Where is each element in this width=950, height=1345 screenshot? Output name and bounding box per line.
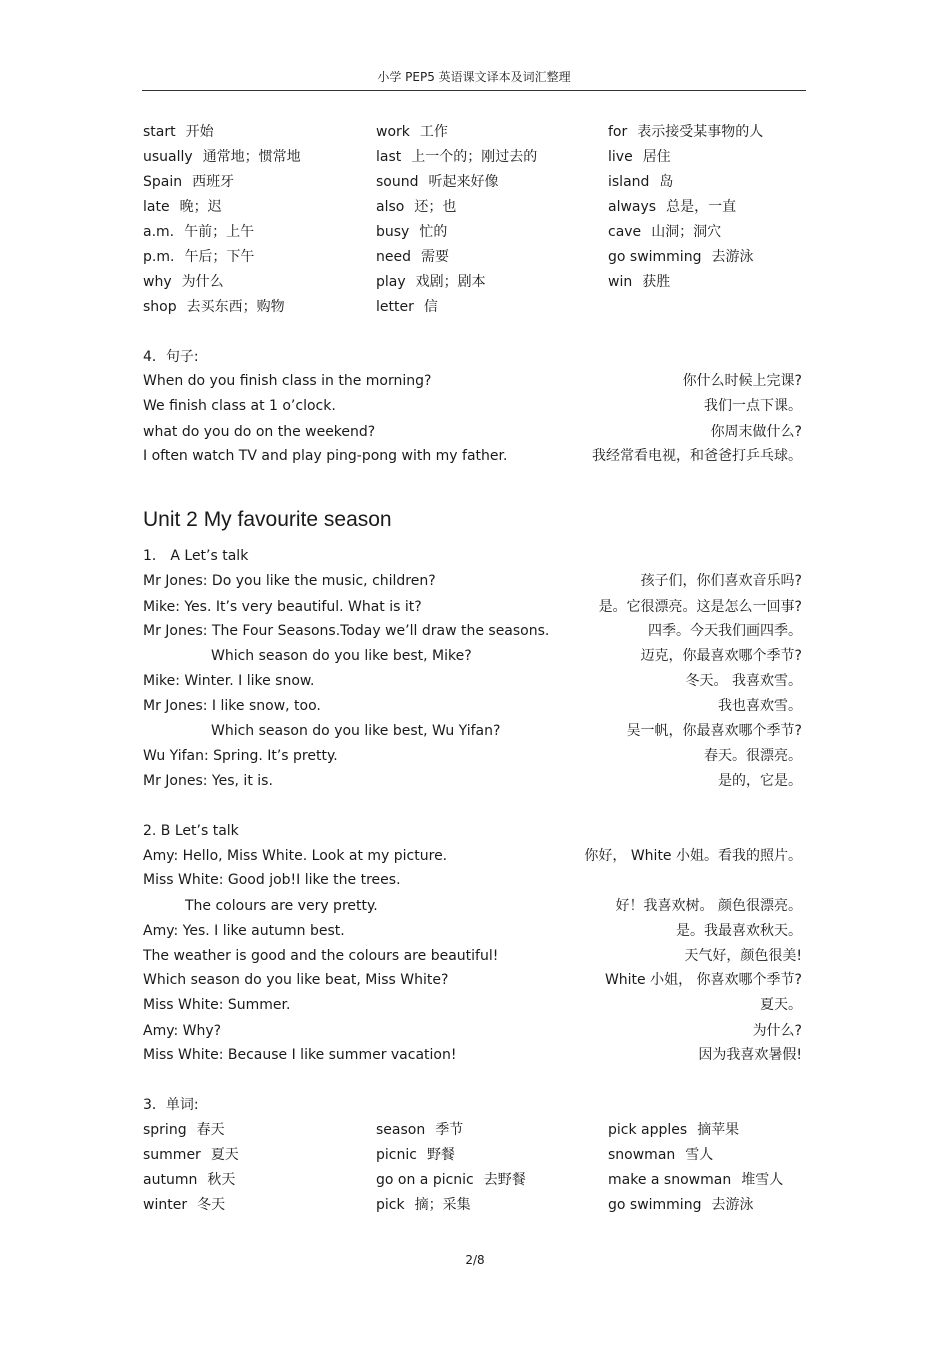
- vocab1-word: live: [608, 149, 633, 165]
- vocab2-word: winter: [143, 1197, 188, 1213]
- vocab1-meaning: 需要: [421, 249, 449, 265]
- vocab2-word: make a snowman: [608, 1172, 732, 1188]
- talk-a-line-chinese: 孩子们，你们喜欢音乐吗?: [640, 573, 802, 589]
- vocab2-meaning: 夏天: [210, 1147, 239, 1163]
- vocab1-meaning: 戏剧；剧本: [415, 274, 486, 290]
- vocab2-meaning: 摘；采集: [414, 1197, 471, 1213]
- vocab1-entry: [143, 173, 234, 191]
- talk-b-line-english: Miss White: Summer.: [143, 997, 291, 1013]
- page-number: 2/8: [465, 1253, 485, 1267]
- vocab1-word: win: [608, 274, 633, 290]
- vocab2-entry: [143, 1196, 225, 1214]
- talk-a-line-chinese: 春天。很漂亮。: [704, 748, 802, 764]
- vocab1-meaning: 开始: [185, 124, 214, 140]
- vocab1-meaning: 听起来好像: [428, 174, 499, 190]
- vocab1-entry: [376, 223, 447, 241]
- vocab2-word: summer: [143, 1147, 201, 1163]
- talk-b-line-chinese: 是。我最喜欢秋天。: [676, 923, 802, 939]
- vocab1-entry: [143, 273, 224, 291]
- vocab1-entry: [608, 173, 673, 191]
- talk-a-line-chinese: 是的，它是。: [718, 773, 802, 789]
- vocab2-meaning: 摘苹果: [697, 1122, 740, 1138]
- vocab2-meaning: 野餐: [426, 1147, 455, 1163]
- sentence-chinese: 你什么时候上完课?: [682, 373, 802, 389]
- vocab2-entry: [608, 1121, 739, 1139]
- vocab1-entry: [376, 173, 499, 191]
- vocab1-entry: [143, 148, 301, 166]
- vocab2-word: spring: [143, 1122, 187, 1138]
- talk-a-line-english: Mike: Yes. It’s very beautiful. What is it?: [143, 599, 422, 615]
- vocab1-word: why: [143, 274, 172, 290]
- talk-a-line-english: Mr Jones: The Four Seasons.Today we’ll draw the seasons.: [143, 623, 550, 639]
- vocab1-entry: [143, 223, 254, 241]
- vocab1-meaning: 表示接受某事物的人: [637, 124, 764, 140]
- talk-b-line-english: Amy: Hello, Miss White. Look at my picture.: [143, 848, 448, 864]
- talk-a-line-chinese: 四季。今天我们画四季。: [648, 623, 802, 639]
- vocab1-word: a.m.: [143, 224, 175, 240]
- vocab1-meaning: 获胜: [642, 274, 671, 290]
- vocab1-word: island: [608, 174, 650, 190]
- vocab2-meaning: 秋天: [207, 1172, 236, 1188]
- vocab2-word: picnic: [376, 1147, 417, 1163]
- talk-b-line-chinese: 好！我喜欢树。 颜色很漂亮。: [615, 898, 802, 914]
- vocab1-word: p.m.: [143, 249, 175, 265]
- vocab1-entry: [608, 198, 736, 216]
- sentence-chinese: 我经常看电视，和爸爸打乒乓球。: [592, 448, 802, 464]
- talk-b-line-chinese: 夏天。: [760, 997, 802, 1013]
- vocab1-meaning: 信: [423, 299, 438, 315]
- talk-b-line-english: Which season do you like beat, Miss White?: [143, 972, 449, 988]
- talk-a-line-english: Mr Jones: Do you like the music, children?: [143, 573, 436, 589]
- vocab1-meaning: 居住: [642, 149, 671, 165]
- vocab1-entry: [143, 298, 285, 316]
- vocab1-meaning: 通常地；惯常地: [202, 149, 301, 165]
- talk-a-line-english: Wu Yifan: Spring. It’s pretty.: [143, 748, 338, 764]
- vocab1-word: work: [376, 124, 410, 140]
- vocab2-meaning: 雪人: [685, 1147, 714, 1163]
- talk-b-line-english: The weather is good and the colours are beautiful!: [143, 948, 499, 964]
- talk-b-line-english: Amy: Yes. I like autumn best.: [143, 923, 345, 939]
- talk-a-line-chinese: 迈克，你最喜欢哪个季节?: [640, 648, 802, 664]
- talk-a-line-chinese: 冬天。 我喜欢雪。: [685, 673, 802, 689]
- vocab2-word: pick: [376, 1197, 405, 1213]
- vocab1-entry: [376, 248, 449, 266]
- vocab1-entry: [376, 123, 448, 141]
- talk-b-line-english: Miss White: Good job!I like the trees.: [143, 872, 401, 888]
- vocab1-meaning: 岛: [659, 174, 674, 190]
- vocab1-meaning: 去买东西；购物: [186, 299, 285, 315]
- sentence-chinese: 我们一点下课。: [704, 398, 802, 414]
- vocab1-meaning: 去游泳: [711, 249, 754, 265]
- vocab1-meaning: 总是，一直: [666, 199, 737, 215]
- vocab2-meaning: 去野餐: [483, 1172, 526, 1188]
- vocab1-entry: [608, 123, 763, 141]
- talk-a-line-english: Which season do you like best, Wu Yifan?: [211, 723, 501, 739]
- talk-b-line-chinese: 为什么?: [752, 1023, 802, 1039]
- vocab1-entry: [608, 148, 671, 166]
- vocab1-meaning: 午前；上午: [184, 224, 255, 240]
- talk-a-line-english: Mike: Winter. I like snow.: [143, 673, 315, 689]
- vocab1-word: busy: [376, 224, 410, 240]
- vocab2-word: go on a picnic: [376, 1172, 474, 1188]
- vocab1-entry: [376, 198, 456, 216]
- header-rule: [142, 90, 806, 91]
- vocab1-meaning: 山洞；洞穴: [651, 224, 722, 240]
- vocab1-word: also: [376, 199, 405, 215]
- talk-a-heading: 1． A Let’s talk: [143, 548, 249, 564]
- vocab1-word: late: [143, 199, 170, 215]
- talk-b-line-chinese: 因为我喜欢暑假!: [698, 1047, 802, 1063]
- sentence-english: what do you do on the weekend?: [143, 424, 376, 440]
- vocab1-entry: [376, 148, 537, 166]
- vocab2-meaning: 堆雪人: [741, 1172, 784, 1188]
- talk-b-line-chinese: 你好， White 小姐。看我的照片。: [584, 848, 802, 864]
- vocab1-meaning: 工作: [419, 124, 448, 140]
- vocab2-entry: [376, 1171, 526, 1189]
- talk-b-line-chinese: White 小姐， 你喜欢哪个季节?: [604, 972, 802, 988]
- vocab1-word: letter: [376, 299, 414, 315]
- vocab1-entry: [376, 298, 438, 316]
- vocab1-word: sound: [376, 174, 419, 190]
- vocab2-word: season: [376, 1122, 426, 1138]
- vocab2-entry: [376, 1196, 471, 1214]
- vocab2-meaning: 季节: [435, 1122, 464, 1138]
- vocab1-entry: [608, 223, 721, 241]
- vocab1-meaning: 午后；下午: [184, 249, 255, 265]
- vocab1-entry: [608, 273, 670, 291]
- vocab2-entry: [608, 1146, 713, 1164]
- talk-a-line-chinese: 吴一帆，你最喜欢哪个季节?: [626, 723, 802, 739]
- sentence-english: We finish class at 1 o’clock.: [143, 398, 336, 414]
- unit-title: Unit 2 My favourite season: [143, 508, 392, 531]
- page-header: 小学 PEP5 英语课文译本及词汇整理: [377, 70, 571, 84]
- vocab2-word: pick apples: [608, 1122, 688, 1138]
- vocab2-entry: [608, 1196, 753, 1214]
- vocab1-word: start: [143, 124, 176, 140]
- talk-a-line-chinese: 我也喜欢雪。: [718, 698, 802, 714]
- vocab1-word: always: [608, 199, 657, 215]
- vocab1-entry: [608, 248, 753, 266]
- vocab1-word: Spain: [143, 174, 183, 190]
- talk-b-line-english: Miss White: Because I like summer vacation!: [143, 1047, 457, 1063]
- vocab1-meaning: 还；也: [414, 199, 457, 215]
- vocab1-word: for: [608, 124, 628, 140]
- talk-a-line-english: Mr Jones: Yes, it is.: [143, 773, 273, 789]
- talk-b-line-english: Amy: Why?: [143, 1023, 222, 1039]
- sentence-english: When do you finish class in the morning?: [143, 373, 432, 389]
- vocab1-entry: [376, 273, 486, 291]
- vocab2-word: autumn: [143, 1172, 198, 1188]
- vocab1-word: go swimming: [608, 249, 702, 265]
- talk-b-heading: 2. B Let’s talk: [143, 823, 239, 839]
- vocab1-entry: [143, 248, 254, 266]
- vocab2-entry: [376, 1121, 463, 1139]
- vocab2-entry: [143, 1121, 225, 1139]
- vocab1-meaning: 晚；迟: [179, 199, 222, 215]
- vocab1-word: cave: [608, 224, 642, 240]
- vocab1-word: usually: [143, 149, 193, 165]
- vocab2-word: snowman: [608, 1147, 676, 1163]
- vocab2-entry: [376, 1146, 455, 1164]
- sentences-heading: 4．句子:: [143, 349, 199, 365]
- talk-b-line-english: The colours are very pretty.: [185, 898, 378, 914]
- vocab2-entry: [143, 1146, 239, 1164]
- vocab2-meaning: 春天: [196, 1122, 225, 1138]
- vocab1-word: shop: [143, 299, 177, 315]
- vocab1-word: play: [376, 274, 406, 290]
- vocab1-meaning: 上一个的；刚过去的: [411, 149, 538, 165]
- talk-a-line-english: Mr Jones: I like snow, too.: [143, 698, 321, 714]
- talk-a-line-english: Which season do you like best, Mike?: [211, 648, 472, 664]
- vocab2-meaning: 冬天: [197, 1197, 226, 1213]
- vocab1-meaning: 为什么: [181, 274, 224, 290]
- talk-a-line-chinese: 是。它很漂亮。这是怎么一回事?: [598, 599, 802, 615]
- vocab1-word: need: [376, 249, 411, 265]
- sentence-english: I often watch TV and play ping-pong with my father.: [143, 448, 508, 464]
- vocab2-meaning: 去游泳: [711, 1197, 754, 1213]
- vocab1-meaning: 西班牙: [192, 174, 235, 190]
- vocab1-entry: [143, 123, 214, 141]
- vocab2-entry: [608, 1171, 783, 1189]
- vocab1-meaning: 忙的: [419, 224, 448, 240]
- vocab1-entry: [143, 198, 222, 216]
- vocab2-entry: [143, 1171, 235, 1189]
- vocab-heading: 3．单词:: [143, 1097, 199, 1113]
- vocab1-word: last: [376, 149, 402, 165]
- talk-b-line-chinese: 天气好，颜色很美!: [684, 948, 802, 964]
- vocab2-word: go swimming: [608, 1197, 702, 1213]
- sentence-chinese: 你周末做什么?: [710, 424, 802, 440]
